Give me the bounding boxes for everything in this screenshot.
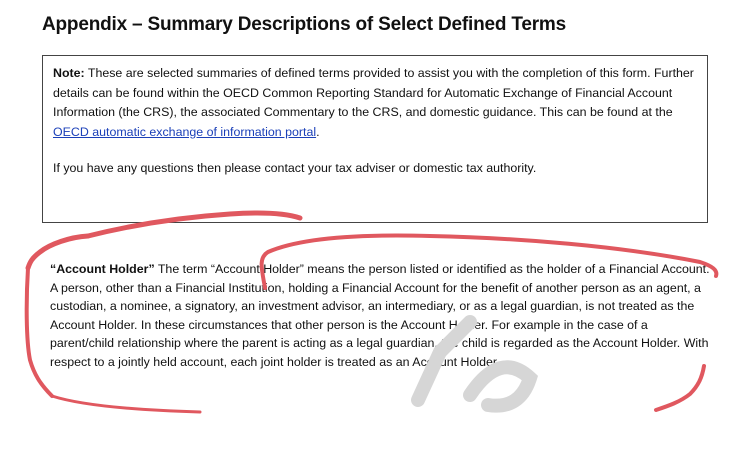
watermark-stroke-2 bbox=[470, 367, 530, 405]
oecd-portal-link[interactable]: OECD automatic exchange of information portal bbox=[53, 124, 317, 139]
definition-text: The term “Account Holder” means the person listed or identified as the holder of a Financial Account. A person, other than a Financial Institution, holding a Financial Account for the benefit of another person as an agent, a custodian, a nominee, a signatory, an investment advisor, an intermediary, or as a legal guardian, is not treated as the Account Holder. In these circumstances that other person is the Account Holder. For example in the case of a parent/child relationship where the parent is acting as a legal guardian, the child is regarded as the Account Holder. With respect to a jointly held account, each joint holder is treated as an Account Holder. bbox=[50, 262, 710, 369]
page-title: Appendix – Summary Descriptions of Select Defined Terms bbox=[42, 14, 566, 35]
note-text-end: . bbox=[316, 124, 320, 139]
note-box bbox=[42, 55, 708, 223]
contact-paragraph: If you have any questions then please contact your tax adviser or domestic tax authority. bbox=[53, 161, 537, 175]
note-text: These are selected summaries of defined terms provided to assist you with the completion of this form. Further details can be found within the OECD Common Reporting Standard for Automatic Exchange of Financial Account Information (the CRS), the associated Commentary to the CRS, and domestic guidance. This can be found at the bbox=[53, 66, 694, 119]
red-stroke-bottom bbox=[52, 396, 200, 412]
account-holder-definition bbox=[50, 260, 710, 372]
note-label: Note: bbox=[53, 66, 85, 80]
red-stroke-right-tail bbox=[656, 366, 704, 410]
note-paragraph bbox=[53, 64, 697, 142]
definition-term: “Account Holder” bbox=[50, 262, 155, 276]
red-stroke-left-down bbox=[27, 268, 52, 396]
